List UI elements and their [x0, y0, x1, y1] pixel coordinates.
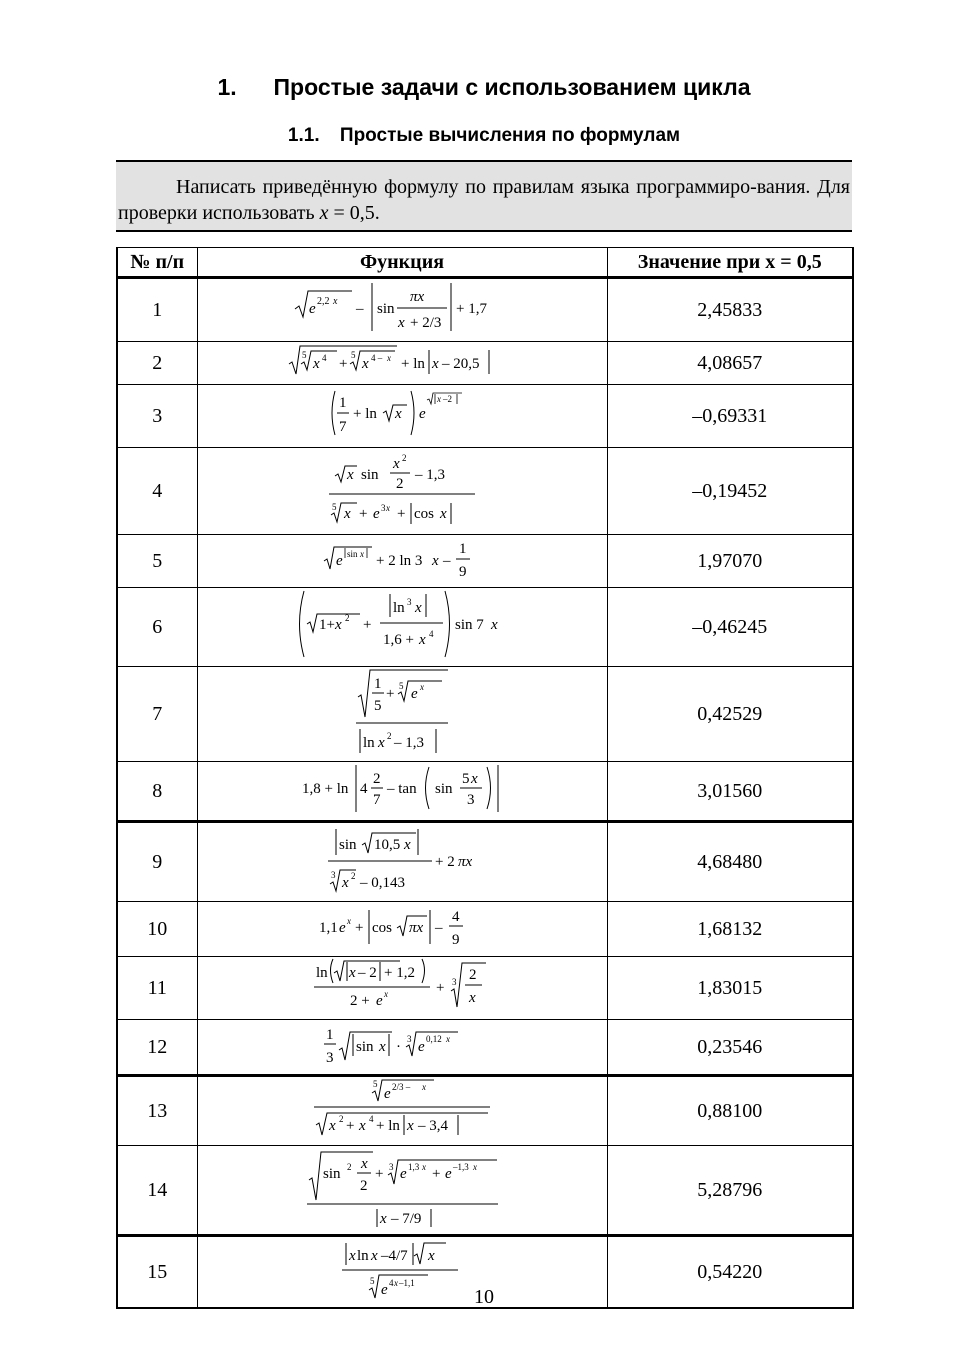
svg-text:9: 9 [452, 932, 460, 948]
svg-text:ln: ln [316, 965, 328, 981]
svg-text:e: e [418, 1039, 425, 1055]
svg-text:7: 7 [372, 792, 380, 808]
svg-text:2: 2 [344, 613, 349, 623]
formula-cell [197, 902, 607, 957]
row-number: 7 [117, 667, 197, 762]
svg-text:4: 4 [428, 629, 433, 639]
formula-cell [197, 342, 607, 385]
svg-text:+: + [436, 980, 445, 996]
svg-text:x: x [348, 1248, 356, 1264]
svg-text:– 3,4: – 3,4 [418, 1118, 448, 1134]
svg-text:cos: cos [372, 920, 392, 936]
subsection-heading [0, 125, 968, 147]
task-box [116, 160, 852, 232]
subsection-title: Простые вычисления по формулам [339, 125, 681, 146]
svg-text:x: x [407, 1118, 414, 1134]
svg-text:x: x [347, 916, 351, 926]
svg-text:+: + [431, 1166, 440, 1182]
svg-text:2: 2 [346, 1162, 351, 1172]
svg-text:– 20,5: – 20,5 [442, 356, 480, 372]
svg-text:2: 2 [339, 1114, 344, 1124]
svg-text:x: x [370, 1248, 378, 1264]
svg-text:e: e [399, 1166, 407, 1182]
svg-text:+: + [355, 920, 364, 936]
formula-cell [197, 385, 607, 448]
svg-text:– 1,3: – 1,3 [394, 735, 424, 751]
svg-text:4: 4 [452, 909, 460, 925]
row-number: 4 [117, 448, 197, 535]
formula-cell [197, 822, 607, 902]
svg-text:x: x [421, 1162, 426, 1172]
formula-12 [322, 1020, 482, 1068]
svg-text:sin: sin [338, 837, 357, 853]
svg-text:x: x [398, 315, 405, 331]
svg-text:x: x [349, 965, 356, 981]
svg-text:3: 3 [407, 1034, 412, 1044]
svg-text:πx: πx [410, 289, 425, 305]
svg-text:x: x [313, 356, 320, 372]
svg-text:–: – [356, 301, 364, 317]
row-number: 11 [117, 957, 197, 1020]
svg-text:x: x [360, 1156, 368, 1172]
section-number: 1. [217, 74, 237, 100]
row-value: 0,23546 [607, 1020, 853, 1076]
formula-13 [312, 1077, 492, 1139]
svg-text:–: – [435, 920, 443, 936]
svg-text:1,3: 1,3 [407, 1162, 419, 1172]
svg-text:5: 5 [373, 1079, 378, 1089]
formula-7 [352, 667, 452, 755]
svg-text:–2: –2 [443, 394, 452, 404]
formula-5 [322, 535, 482, 581]
task-text: Написать приведённую формулу по правилам языка программиро-вания. Для проверки использовать [118, 176, 850, 224]
svg-text:x: x [440, 506, 447, 522]
svg-text:x: x [422, 1082, 426, 1092]
svg-text:3: 3 [388, 1162, 393, 1172]
svg-text:e: e [444, 1166, 452, 1182]
svg-text:–: – [443, 553, 451, 569]
formula-cell [197, 957, 607, 1020]
svg-text:4: 4 [388, 1278, 393, 1288]
svg-text:e: e [384, 1086, 391, 1102]
svg-text:x: x [472, 1162, 477, 1172]
row-value: 0,42529 [607, 667, 853, 762]
row-number: 12 [117, 1020, 197, 1076]
formula-1 [292, 279, 512, 335]
svg-text:+: + [362, 617, 371, 633]
svg-text:x: x [329, 1118, 336, 1134]
formula-table [116, 247, 854, 1309]
svg-text:x: x [379, 1211, 387, 1227]
svg-text:– 0,143: – 0,143 [359, 875, 405, 891]
svg-text:x: x [359, 1118, 366, 1134]
svg-text:x: x [333, 296, 338, 307]
svg-text:3: 3 [330, 870, 335, 880]
svg-text:ln: ln [363, 735, 375, 751]
svg-text:x: x [393, 1278, 398, 1288]
formula-cell [197, 1076, 607, 1146]
formula-cell [197, 448, 607, 535]
row-value: 0,54220 [607, 1236, 853, 1309]
svg-text:3: 3 [466, 792, 474, 808]
svg-text:sin: sin [434, 781, 453, 797]
row-number: 15 [117, 1236, 197, 1309]
svg-text:x: x [344, 506, 351, 522]
svg-text:– tan: – tan [386, 781, 417, 797]
svg-text:–1,3: –1,3 [452, 1162, 469, 1172]
svg-text:–4/7: –4/7 [380, 1248, 408, 1264]
row-number: 13 [117, 1076, 197, 1146]
svg-text:x: x [341, 875, 349, 891]
formula-9 [320, 823, 485, 895]
svg-text:x: x [432, 553, 439, 569]
svg-text:2/3 –: 2/3 – [392, 1082, 411, 1092]
svg-text:– 7/9: – 7/9 [390, 1211, 421, 1227]
row-number: 5 [117, 535, 197, 588]
svg-text:πx: πx [409, 920, 424, 936]
svg-text:x: x [432, 356, 439, 372]
formula-cell [197, 762, 607, 822]
formula-cell [197, 1020, 607, 1076]
svg-text:x: x [384, 989, 388, 999]
svg-text:e: e [336, 553, 343, 569]
svg-text:x: x [334, 617, 342, 633]
formula-cell [197, 667, 607, 762]
formula-8 [300, 762, 505, 814]
row-value: 2,45833 [607, 278, 853, 342]
svg-text:+ 1,2: + 1,2 [384, 965, 415, 981]
svg-text:·: · [396, 1039, 401, 1055]
row-value: –0,69331 [607, 385, 853, 448]
header-number: № п/п [117, 248, 197, 278]
svg-text:+ ln: + ln [401, 356, 425, 372]
row-number: 3 [117, 385, 197, 448]
svg-text:e: e [373, 506, 380, 522]
row-value: 5,28796 [607, 1146, 853, 1236]
formula-6 [295, 588, 510, 660]
svg-text:5: 5 [302, 350, 307, 360]
subsection-number: 1.1. [287, 125, 320, 146]
svg-text:+: + [397, 506, 406, 522]
svg-text:+: + [346, 1118, 355, 1134]
svg-text:2: 2 [372, 771, 380, 787]
svg-text:1+: 1+ [318, 617, 335, 633]
svg-text:3: 3 [381, 503, 386, 513]
svg-text:3: 3 [452, 977, 457, 987]
svg-text:x: x [362, 356, 369, 372]
formula-4 [327, 448, 477, 528]
svg-text:x: x [470, 771, 478, 787]
svg-text:9: 9 [459, 564, 467, 580]
svg-text:5: 5 [351, 350, 356, 360]
svg-text:+ ln: + ln [376, 1118, 400, 1134]
formula-3 [327, 385, 477, 441]
svg-text:x: x [386, 503, 390, 513]
svg-text:x: x [414, 600, 422, 616]
svg-text:sin 7: sin 7 [454, 617, 484, 633]
svg-text:2: 2 [350, 871, 355, 881]
formula-cell [197, 588, 607, 667]
svg-text:4 –: 4 – [371, 353, 383, 363]
svg-text:+ 2 ln 3: + 2 ln 3 [376, 553, 423, 569]
row-value: 4,08657 [607, 342, 853, 385]
svg-text:x: x [379, 1039, 386, 1055]
svg-text:2: 2 [387, 731, 392, 741]
svg-text:– 1,3: – 1,3 [415, 467, 445, 483]
svg-text:x: x [393, 456, 400, 472]
svg-text:sin: sin [361, 467, 379, 483]
formula-14 [305, 1146, 500, 1228]
svg-text:+: + [374, 1166, 383, 1182]
svg-text:sin: sin [322, 1166, 341, 1182]
svg-text:5: 5 [461, 771, 469, 787]
row-value: 1,83015 [607, 957, 853, 1020]
svg-text:x: x [490, 617, 498, 633]
svg-text:+: + [339, 356, 348, 372]
svg-text:4: 4 [322, 353, 327, 363]
svg-text:x: x [446, 1034, 450, 1044]
row-number: 2 [117, 342, 197, 385]
row-value: 1,97070 [607, 535, 853, 588]
svg-text:1: 1 [339, 395, 347, 411]
task-text-end: = 0,5. [328, 202, 380, 224]
svg-text:e: e [339, 920, 346, 936]
row-number: 14 [117, 1146, 197, 1236]
svg-text:3: 3 [326, 1050, 334, 1066]
svg-text:sin: sin [347, 549, 358, 559]
svg-text:2: 2 [402, 453, 407, 463]
svg-text:5: 5 [332, 502, 337, 512]
svg-text:ln: ln [356, 1248, 369, 1264]
svg-text:1,8 + ln: 1,8 + ln [301, 781, 348, 797]
task-variable: x [319, 202, 329, 224]
row-number: 9 [117, 822, 197, 902]
formula-2 [287, 342, 517, 378]
svg-text:ln: ln [392, 600, 405, 616]
svg-text:+ 1,7: + 1,7 [456, 301, 487, 317]
svg-text:2,2: 2,2 [317, 296, 330, 307]
svg-text:+: + [359, 506, 368, 522]
svg-text:+ 2/3: + 2/3 [410, 315, 442, 331]
svg-text:x: x [395, 406, 402, 422]
svg-text:x: x [378, 735, 385, 751]
svg-text:2: 2 [396, 476, 404, 492]
page-number: 10 [474, 1286, 494, 1308]
svg-text:0,12: 0,12 [426, 1034, 442, 1044]
svg-text:cos: cos [414, 506, 434, 522]
row-value: –0,46245 [607, 588, 853, 667]
svg-text:1: 1 [374, 676, 382, 692]
svg-text:x: x [469, 990, 476, 1006]
svg-text:7: 7 [339, 419, 347, 435]
svg-text:x: x [420, 682, 424, 692]
svg-text:x: x [418, 632, 426, 648]
header-function: Функция [197, 248, 607, 278]
svg-text:x: x [387, 353, 391, 363]
svg-text:1: 1 [459, 541, 467, 557]
svg-text:+: + [386, 686, 395, 702]
formula-cell [197, 1146, 607, 1236]
svg-text:1,6 +: 1,6 + [382, 632, 414, 648]
row-number: 6 [117, 588, 197, 667]
row-value: 4,68480 [607, 822, 853, 902]
section-heading [0, 74, 968, 101]
svg-text:e: e [419, 406, 426, 422]
svg-text:x: x [403, 837, 411, 853]
svg-text:x: x [437, 394, 441, 404]
svg-text:e: e [376, 993, 383, 1009]
svg-text:+ 2: + 2 [434, 854, 455, 870]
svg-text:e: e [309, 301, 316, 317]
row-number: 10 [117, 902, 197, 957]
svg-text:5: 5 [399, 681, 404, 691]
row-value: –0,19452 [607, 448, 853, 535]
svg-text:sin: sin [377, 301, 395, 317]
svg-text:e: e [380, 1282, 388, 1298]
formula-cell [197, 535, 607, 588]
formula-cell [197, 278, 607, 342]
row-number: 1 [117, 278, 197, 342]
svg-text:e: e [411, 686, 418, 702]
svg-text:5: 5 [369, 1276, 374, 1286]
svg-text:sin: sin [356, 1039, 374, 1055]
svg-text:x: x [427, 1248, 435, 1264]
row-value: 0,88100 [607, 1076, 853, 1146]
svg-text:x: x [360, 549, 364, 559]
svg-text:– 2: – 2 [358, 965, 377, 981]
svg-text:2 +: 2 + [350, 993, 370, 1009]
svg-text:4: 4 [369, 1114, 374, 1124]
svg-text:πx: πx [457, 854, 472, 870]
section-title: Простые задачи с использованием цикла [273, 74, 751, 100]
svg-text:3: 3 [406, 597, 411, 607]
formula-11 [312, 957, 492, 1013]
svg-text:–1,1: –1,1 [398, 1278, 415, 1288]
formula-10 [317, 902, 487, 950]
row-number: 8 [117, 762, 197, 822]
svg-text:2: 2 [359, 1178, 367, 1194]
row-value: 3,01560 [607, 762, 853, 822]
svg-text:+ ln: + ln [353, 406, 377, 422]
svg-text:1: 1 [326, 1027, 334, 1043]
svg-text:4: 4 [359, 781, 367, 797]
svg-text:2: 2 [469, 967, 477, 983]
svg-text:5: 5 [374, 698, 382, 714]
svg-text:x: x [347, 467, 354, 483]
svg-text:10,5: 10,5 [373, 837, 400, 853]
header-value: Значение при x = 0,5 [607, 248, 853, 278]
row-value: 1,68132 [607, 902, 853, 957]
svg-text:1,1: 1,1 [319, 920, 338, 936]
